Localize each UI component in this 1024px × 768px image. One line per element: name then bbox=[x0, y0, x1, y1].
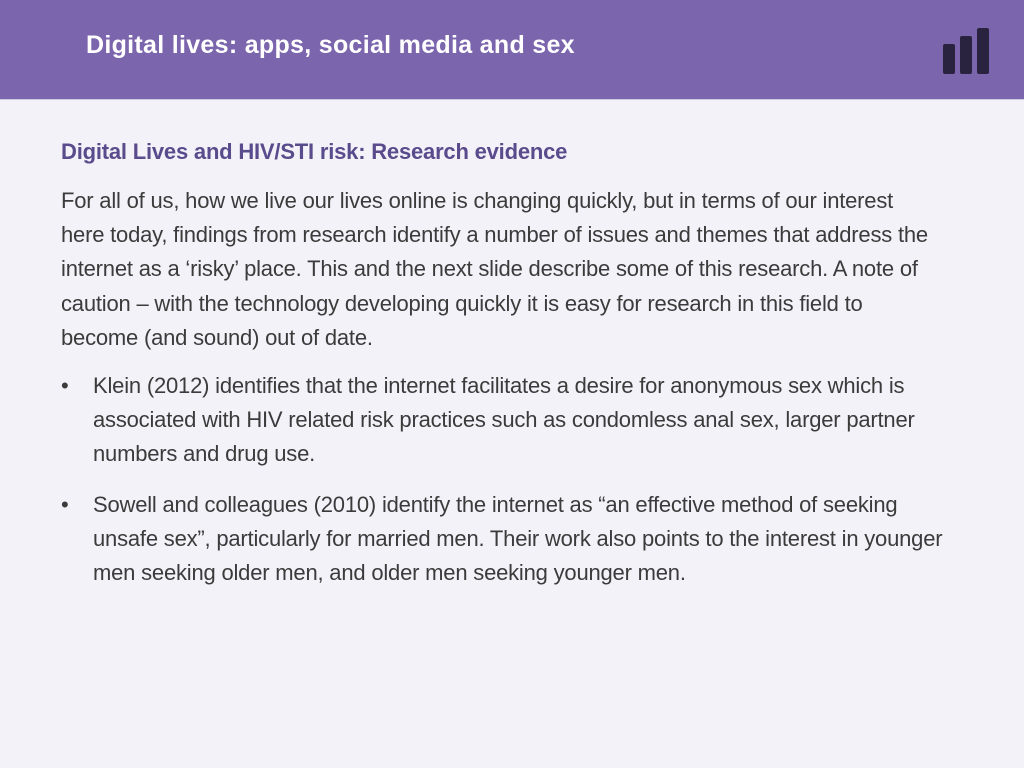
bullet-marker: • bbox=[61, 373, 69, 399]
bullet-text: Sowell and colleagues (2010) identify the internet as “an effective method of seeking unsafe sex”, particularly for married men. Their work also points to the interest in younger men seeking older men, and older men seeking younger men. bbox=[93, 491, 943, 586]
bullet-list bbox=[61, 369, 961, 590]
bullet-marker: • bbox=[61, 491, 69, 517]
bar-chart-logo-icon bbox=[940, 26, 992, 76]
slide-title: Digital lives: apps, social media and sex bbox=[86, 31, 575, 59]
bullet-item-sowell bbox=[61, 488, 949, 591]
bullet-item-klein bbox=[61, 369, 949, 472]
bullet-text: Klein (2012) identifies that the internet facilitates a desire for anonymous sex which is associated with HIV related risk practices such as condomless anal sex, larger partner numbers and drug use. bbox=[93, 373, 915, 467]
section-heading: Digital Lives and HIV/STI risk: Research evidence bbox=[61, 139, 568, 164]
slide-content bbox=[61, 136, 961, 606]
slide-header bbox=[0, 0, 1024, 100]
intro-paragraph: For all of us, how we live our lives online is changing quickly, but in terms of our interest here today, findings from research identify a number of issues and themes that address the internet as a ‘risky’ place. This and the next slide describe some of this research. A note of caution – with the technology developing quickly it is easy for research in this field to become (and sound) out of date. bbox=[61, 188, 928, 350]
